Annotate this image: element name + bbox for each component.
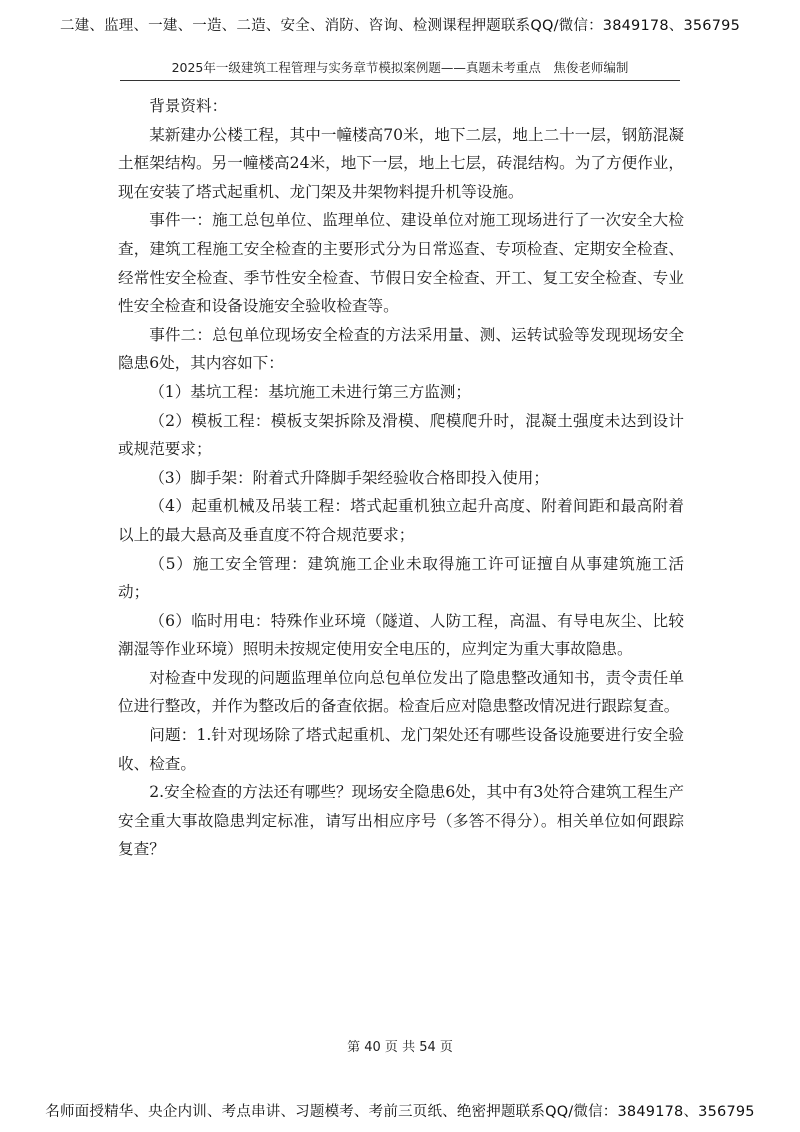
- hazard-item-4: （4）起重机械及吊装工程：塔式起重机独立起升高度、附着间距和最高附着以上的最大悬高及垂直度不符合规范要求；: [118, 497, 684, 544]
- header-divider: [120, 80, 680, 81]
- paragraph-event-2: 事件二：总包单位现场安全检查的方法采用量、测、运转试验等发现现场安全隐患6处，其内容如下：: [118, 325, 684, 373]
- hazard-item-5: （5）施工安全管理：建筑施工企业未取得施工许可证擅自从事建筑施工活动；: [118, 554, 684, 602]
- hazard-item-2: （2）模板工程：模板支架拆除及滑模、爬模爬升时，混凝土强度未达到设计或规范要求；: [118, 411, 684, 459]
- hazard-item-6: （6）临时用电：特殊作业环境（隧道、人防工程，高温、有导电灰尘、比较潮湿等作业环境）照明未按规定使用安全电压的，应判定为重大事故隐患。: [118, 611, 684, 659]
- top-contact-banner: 二建、监理、一建、一造、二造、安全、消防、咨询、检测课程押题联系QQ/微信：3849178、356795: [59, 18, 741, 34]
- question-2: 2.安全检查的方法还有哪些？现场安全隐患6处，其中有3处符合建筑工程生产安全重大事故隐患判定标准，请写出相应序号（多答不得分）。相关单位如何跟踪复查？: [118, 783, 684, 859]
- paragraph-event-1: 事件一：施工总包单位、监理单位、建设单位对施工现场进行了一次安全大检查，建筑工程施工安全检查的主要形式分为日常巡查、专项检查、定期安全检查、经常性安全检查、季节性安全检查、节假日安全检查、开工、复工安全检查、专业性安全检查和设备设施安全验收检查等。: [118, 211, 684, 316]
- document-header: 2025年一级建筑工程管理与实务章节模拟案例题——真题未考重点 焦俊老师编制: [171, 60, 629, 75]
- bottom-contact-banner: 名师面授精华、央企内训、考点串讲、习题模考、考前三页纸、绝密押题联系QQ/微信：3849178、356795: [45, 1104, 755, 1120]
- question-1: 问题：1.针对现场除了塔式起重机、龙门架处还有哪些设备设施要进行安全验收、检查。: [118, 726, 684, 773]
- hazard-item-3: （3）脚手架：附着式升降脚手架经验收合格即投入使用；: [149, 468, 549, 487]
- page-number: 第 40 页 共 54 页: [347, 1040, 453, 1055]
- paragraph-rectification: 对检查中发现的问题监理单位向总包单位发出了隐患整改通知书，责令责任单位进行整改，并作为整改后的备查依据。检查后应对隐患整改情况进行跟踪复查。: [118, 668, 684, 716]
- section-label: 背景资料：: [149, 97, 228, 115]
- paragraph-background: 某新建办公楼工程，其中一幢楼高70米，地下二层，地上二十一层，钢筋混凝土框架结构。另一幢楼高24米，地下一层，地上七层，砖混结构。为了方便作业，现在安装了塔式起重机、龙门架及井架物料提升机等设施。: [118, 125, 684, 201]
- document-body: [118, 92, 684, 864]
- hazard-item-1: （1）基坑工程：基坑施工未进行第三方监测；: [149, 382, 471, 401]
